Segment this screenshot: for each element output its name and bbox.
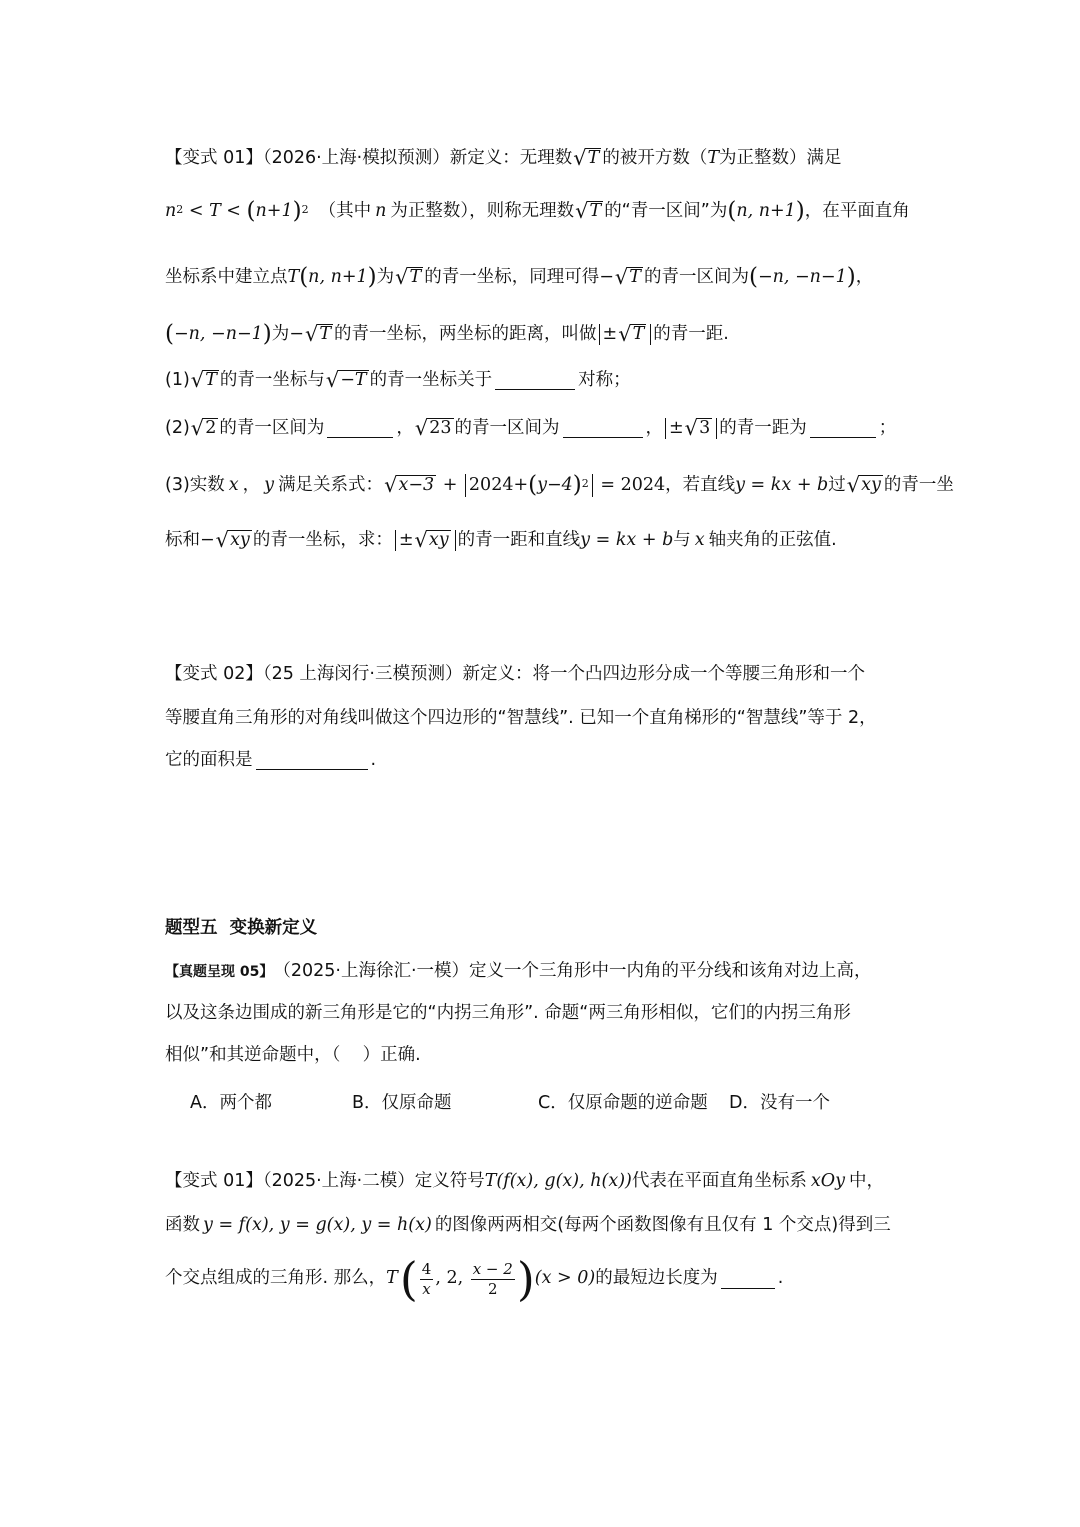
s1-line1 bbox=[165, 148, 842, 169]
s1-q3-cont bbox=[165, 530, 837, 551]
sqrt-neg-T: √ −T bbox=[325, 368, 367, 392]
math-var: xOy bbox=[810, 1171, 845, 1191]
text: ； bbox=[878, 417, 897, 438]
abs-expression: 2024+ ( y−4 ) 2 bbox=[465, 474, 593, 497]
sqrt-T: √ T bbox=[304, 322, 332, 346]
section-title bbox=[165, 920, 317, 938]
text: 的青一坐标，两坐标的距离，叫做 bbox=[334, 323, 597, 344]
math-var: T bbox=[386, 1268, 398, 1289]
minus-sign: − bbox=[200, 529, 215, 550]
fraction: $\frac{x - 2}{2}$ bbox=[472, 1259, 513, 1298]
math-expr: y = f(x), y = g(x), y = h(x) bbox=[203, 1215, 432, 1235]
option-a[interactable]: A．两个都 bbox=[190, 1093, 272, 1113]
sqrt-T: √ T bbox=[614, 265, 641, 289]
s4-line3: 个交点组成的三角形. 那么， T ( $\frac{4}{x}$ , 2, $\frac{x - 2}{2}$ ) (x > 0) 的最短边长度为 . bbox=[165, 1252, 784, 1306]
text: 的青一区间为 bbox=[454, 417, 560, 438]
text: 的最短边长度为 bbox=[595, 1268, 718, 1289]
text: . bbox=[777, 1268, 784, 1289]
text: 为 bbox=[376, 266, 395, 287]
answer-blank[interactable] bbox=[563, 419, 643, 438]
s4-line1 bbox=[165, 1173, 884, 1191]
text: 为正整数）满足 bbox=[719, 147, 842, 168]
exponent: 2 bbox=[301, 203, 309, 216]
text: (3)实数 bbox=[165, 474, 225, 495]
text: 等腰直角三角形的对角线叫做这个四边形的“智慧线”. 已知一个直角梯形的“智慧线”等于 2， bbox=[165, 708, 877, 728]
math-var: T bbox=[707, 147, 720, 168]
text: 【变式 01】（2026·上海·模拟预测）新定义：无理数 bbox=[165, 147, 573, 168]
abs-pm-sqrt-T: ± √ T bbox=[599, 324, 652, 345]
text: 为 bbox=[271, 323, 290, 344]
math-var: x bbox=[228, 474, 239, 495]
s1-line4: ( −n, −n−1 ) 为 − √ T 的青一坐标，两坐标的距离，叫做 ± √ T 的青一距. bbox=[165, 321, 729, 347]
math-var: y bbox=[264, 474, 275, 495]
text: 的青一区间为 bbox=[643, 266, 749, 287]
text: 中， bbox=[848, 1171, 884, 1191]
equation-rhs: = 2024 bbox=[594, 474, 666, 495]
sqrt-T: √ T bbox=[573, 146, 600, 170]
sqrt-23: √ 23 bbox=[414, 416, 452, 440]
option-b[interactable]: B．仅原命题 bbox=[352, 1093, 452, 1113]
text: （其中 bbox=[318, 200, 372, 221]
text: (2) bbox=[165, 417, 190, 438]
text: 的青一距为 bbox=[719, 417, 807, 438]
sqrt-xy: √ xy bbox=[215, 528, 250, 552]
answer-blank[interactable] bbox=[256, 751, 368, 770]
text: 的被开方数（ bbox=[602, 147, 708, 168]
text: ， bbox=[396, 417, 414, 438]
option-c[interactable]: C．仅原命题的逆命题 bbox=[538, 1093, 708, 1113]
abs-pm-sqrt-xy: ± √ xy bbox=[395, 530, 456, 551]
text: 对称； bbox=[578, 369, 631, 390]
text: 轴夹角的正弦值. bbox=[708, 529, 837, 550]
s1-q2 bbox=[165, 418, 896, 439]
math-var: T bbox=[287, 266, 300, 287]
text: 的青一坐标关于 bbox=[369, 369, 493, 390]
text: 【变式 01】（2025·上海·二模）定义符号 bbox=[165, 1171, 485, 1191]
text: 为正整数），则称无理数 bbox=[390, 200, 575, 221]
math-interval: n, n+1 bbox=[308, 266, 368, 287]
s3-line1 bbox=[165, 963, 872, 981]
s2-line3 bbox=[165, 751, 376, 770]
text: 的“青一区间”为 bbox=[604, 200, 728, 221]
line-equation: y = kx + b bbox=[735, 474, 829, 495]
text: ， bbox=[242, 474, 261, 495]
text: 的青一距. bbox=[653, 323, 729, 344]
text: 的青一坐标，求： bbox=[252, 529, 393, 550]
text: 【变式 02】（25 上海闵行·三模预测）新定义：将一个凸四边形分成一个等腰三角形和一个 bbox=[165, 664, 865, 684]
sqrt-2: √ 2 bbox=[190, 416, 217, 440]
text: 标和 bbox=[165, 529, 200, 550]
math-ineq: < T < bbox=[183, 200, 247, 221]
section-heading: 题型五 变换新定义 bbox=[165, 918, 318, 938]
line-equation: y = kx + b bbox=[580, 529, 674, 550]
text: 函数 bbox=[165, 1215, 200, 1235]
s1-line3: 坐标系中建立点 T ( n, n+1 ) 为 √ T 的青一坐标，同理可得 − √ T 的青一区间为 ( −n, −n−1 ) ， bbox=[165, 264, 874, 290]
math-interval: −n, −n−1 bbox=[173, 323, 263, 344]
text: 满足关系式： bbox=[278, 474, 384, 495]
text: 的青一区间为 bbox=[219, 417, 325, 438]
answer-blank[interactable] bbox=[810, 419, 876, 438]
text: ， bbox=[855, 266, 874, 287]
sqrt-T: √ T bbox=[395, 265, 422, 289]
sqrt-T: √ T bbox=[575, 199, 602, 223]
math-interval: −n, −n−1 bbox=[757, 266, 847, 287]
text: 代表在平面直角坐标系 bbox=[631, 1171, 807, 1191]
text: 的青一坐标，同理可得 bbox=[424, 266, 600, 287]
tag: 【真题呈现 05】 bbox=[165, 963, 274, 980]
text: ，在平面直角 bbox=[804, 200, 910, 221]
sqrt-x-minus-3: √ x−3 bbox=[384, 473, 435, 497]
minus-sign: − bbox=[289, 323, 304, 344]
text: （2025·上海徐汇·一模）定义一个三角形中一内角的平分线和该角对边上高， bbox=[273, 961, 872, 981]
text: . bbox=[370, 749, 377, 770]
text: 它的面积是 bbox=[165, 749, 253, 770]
sqrt-T: √ T bbox=[190, 368, 217, 392]
abs-pm-sqrt-3: ± √ 3 bbox=[665, 418, 717, 439]
math-var: n bbox=[375, 200, 387, 221]
text: 的青一坐 bbox=[883, 474, 954, 495]
math-var: x bbox=[694, 529, 705, 550]
text: 相似”和其逆命题中，（ ）正确. bbox=[165, 1045, 421, 1065]
fraction: $\frac{4}{x}$ bbox=[421, 1259, 432, 1298]
math-expr: n+1 bbox=[255, 200, 293, 221]
s1-q1 bbox=[165, 370, 631, 391]
minus-sign: − bbox=[599, 266, 614, 287]
s2-line1 bbox=[165, 666, 865, 684]
text: 坐标系中建立点 bbox=[165, 266, 288, 287]
text: ，若直线 bbox=[665, 474, 736, 495]
math-var: n bbox=[165, 200, 177, 221]
math-condition: (x > 0) bbox=[534, 1268, 596, 1289]
math-args: , 2, bbox=[435, 1268, 469, 1289]
text: 与 bbox=[673, 529, 691, 550]
text: ， bbox=[645, 417, 663, 438]
text: 的青一坐标与 bbox=[219, 369, 325, 390]
s1-line2: n 2 < T < ( n+1 ) 2 （其中 n 为正整数），则称无理数 √ T 的“青一区间”为 ( n, n+1 ) ，在平面直角 bbox=[165, 198, 910, 224]
answer-blank[interactable] bbox=[721, 1270, 775, 1289]
s3-line3 bbox=[165, 1047, 421, 1065]
option-d[interactable]: D．没有一个 bbox=[729, 1093, 830, 1113]
sqrt-xy: √ xy bbox=[846, 473, 881, 497]
s3-line2 bbox=[165, 1005, 851, 1023]
s2-line2 bbox=[165, 710, 877, 728]
math-interval: n, n+1 bbox=[736, 200, 796, 221]
text: 过 bbox=[828, 474, 846, 495]
s1-q3 bbox=[165, 474, 954, 497]
text: 个交点组成的三角形. 那么， bbox=[165, 1268, 387, 1289]
text: 以及这条边围成的新三角形是它的“内拐三角形”. 命题“两三角形相似，它们的内拐三角形 bbox=[165, 1003, 851, 1023]
text: (1) bbox=[165, 369, 190, 390]
s4-line2 bbox=[165, 1217, 891, 1235]
exponent: 2 bbox=[176, 203, 184, 216]
text: 的青一距和直线 bbox=[457, 529, 581, 550]
math-expr: T(f(x), g(x), h(x)) bbox=[484, 1171, 632, 1191]
text: 的图像两两相交(每两个函数图像有且仅有 1 个交点)得到三 bbox=[434, 1215, 891, 1235]
answer-blank[interactable] bbox=[327, 419, 393, 438]
plus-sign: + bbox=[437, 474, 463, 495]
answer-blank[interactable] bbox=[495, 371, 575, 390]
